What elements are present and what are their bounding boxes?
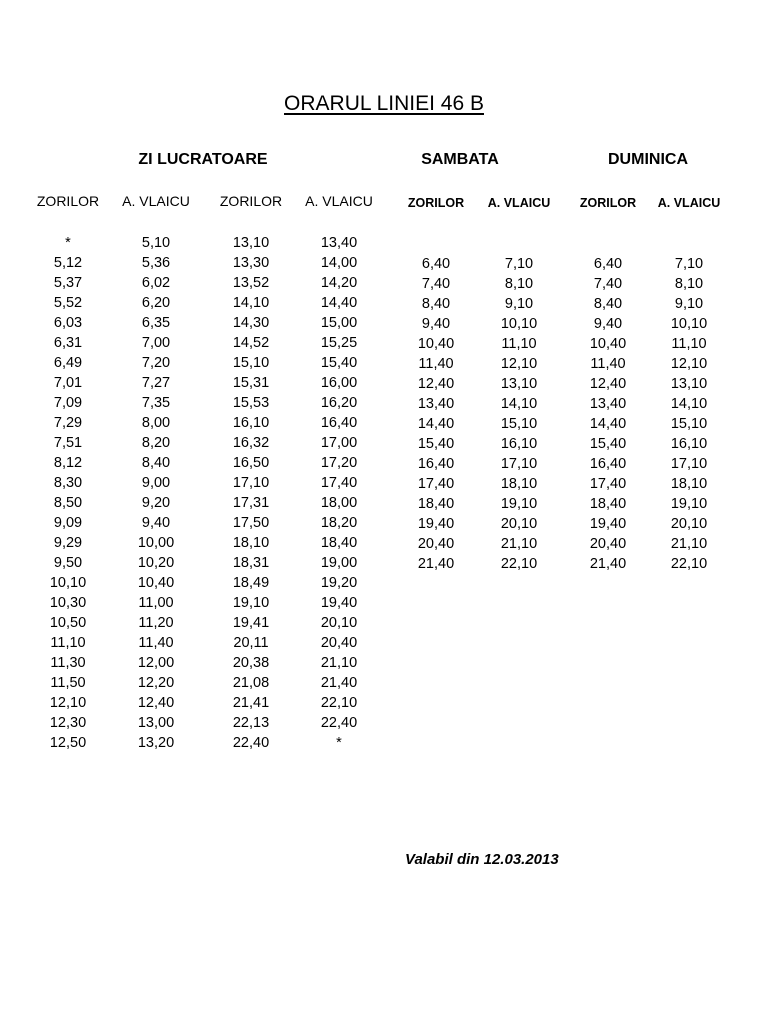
time-cell: 10,10 [49, 575, 87, 591]
time-cell: 22,13 [232, 715, 270, 731]
time-cell: 18,10 [500, 476, 538, 492]
time-cell: 21,10 [320, 655, 358, 671]
valid-from-note: Valabil din 12.03.2013 [405, 851, 559, 868]
time-cell: 17,00 [320, 435, 358, 451]
time-cell: 12,10 [500, 356, 538, 372]
time-cell: 22,40 [232, 735, 270, 751]
time-cell: 6,03 [53, 315, 83, 331]
time-cell: 12,50 [49, 735, 87, 751]
sunday-col-zorilor [572, 254, 644, 574]
section-sunday: DUMINICA [608, 151, 688, 168]
time-cell: 15,40 [589, 436, 627, 452]
time-cell: 18,10 [232, 535, 270, 551]
weekday-col-vlaicu-1 [115, 233, 197, 753]
weekday-col-zorilor-2 [211, 233, 291, 753]
time-cell: 7,10 [504, 256, 534, 272]
time-cell: 19,10 [670, 496, 708, 512]
time-cell: 18,40 [320, 535, 358, 551]
time-cell: 21,10 [500, 536, 538, 552]
time-cell: 20,38 [232, 655, 270, 671]
time-cell: 19,10 [500, 496, 538, 512]
time-cell: 20,10 [500, 516, 538, 532]
time-cell: 7,35 [141, 395, 171, 411]
time-cell: * [65, 235, 71, 251]
time-cell: 9,50 [53, 555, 83, 571]
time-cell: 7,01 [53, 375, 83, 391]
time-cell: 14,10 [232, 295, 270, 311]
time-cell: 10,50 [49, 615, 87, 631]
time-cell: 11,10 [501, 336, 537, 352]
time-cell: 21,40 [320, 675, 358, 691]
time-cell: 17,31 [232, 495, 270, 511]
time-cell: 15,40 [417, 436, 455, 452]
time-cell: 18,10 [670, 476, 708, 492]
time-cell: 14,30 [232, 315, 270, 331]
header-weekday-zorilor-2: ZORILOR [219, 193, 283, 209]
time-cell: 15,40 [320, 355, 358, 371]
time-cell: 18,40 [417, 496, 455, 512]
time-cell: 11,10 [671, 336, 707, 352]
time-cell: 21,40 [417, 556, 455, 572]
time-cell: 17,40 [589, 476, 627, 492]
time-cell: 6,20 [141, 295, 171, 311]
time-cell: 16,00 [320, 375, 358, 391]
time-cell: 18,40 [589, 496, 627, 512]
time-cell: 12,10 [670, 356, 708, 372]
time-cell: 6,49 [53, 355, 83, 371]
header-saturday-zorilor: ZORILOR [407, 196, 465, 210]
time-cell: 11,40 [590, 356, 626, 372]
time-cell: 10,40 [589, 336, 627, 352]
time-cell: 7,00 [141, 335, 171, 351]
time-cell: 5,12 [53, 255, 83, 271]
time-cell: 13,10 [232, 235, 270, 251]
time-cell: 8,50 [53, 495, 83, 511]
time-cell: 18,00 [320, 495, 358, 511]
time-cell: 22,40 [320, 715, 358, 731]
time-cell: 14,10 [670, 396, 708, 412]
time-cell: 9,09 [53, 515, 83, 531]
time-cell: 16,40 [589, 456, 627, 472]
time-cell: 9,29 [53, 535, 83, 551]
time-cell: 8,20 [141, 435, 171, 451]
time-cell: 19,10 [232, 595, 270, 611]
time-cell: 5,37 [53, 275, 83, 291]
time-cell: 10,10 [670, 316, 708, 332]
header-weekday-vlaicu-1: A. VLAICU [122, 193, 190, 209]
time-cell: 7,51 [53, 435, 83, 451]
saturday-col-vlaicu [479, 254, 559, 574]
time-cell: 13,00 [137, 715, 175, 731]
header-saturday-vlaicu: A. VLAICU [487, 196, 551, 210]
time-cell: 16,20 [320, 395, 358, 411]
time-cell: 15,00 [320, 315, 358, 331]
time-cell: 16,40 [417, 456, 455, 472]
time-cell: 5,52 [53, 295, 83, 311]
saturday-col-zorilor [400, 254, 472, 574]
time-cell: 17,10 [232, 475, 270, 491]
time-cell: 7,40 [421, 276, 451, 292]
time-cell: 14,40 [320, 295, 358, 311]
time-cell: 8,30 [53, 475, 83, 491]
time-cell: 17,50 [232, 515, 270, 531]
time-cell: 8,12 [53, 455, 83, 471]
time-cell: 19,40 [320, 595, 358, 611]
time-cell: 12,40 [417, 376, 455, 392]
time-cell: 7,40 [593, 276, 623, 292]
time-cell: 11,10 [50, 635, 86, 651]
time-cell: 21,08 [232, 675, 270, 691]
time-cell: 14,20 [320, 275, 358, 291]
time-cell: 8,00 [141, 415, 171, 431]
section-weekday: ZI LUCRATOARE [138, 151, 268, 168]
section-saturday: SAMBATA [421, 151, 499, 168]
header-sunday-zorilor: ZORILOR [579, 196, 637, 210]
time-cell: 11,50 [50, 675, 86, 691]
time-cell: 7,09 [53, 395, 83, 411]
time-cell: 17,10 [670, 456, 708, 472]
time-cell: 20,40 [417, 536, 455, 552]
time-cell: 12,30 [49, 715, 87, 731]
time-cell: 15,10 [232, 355, 270, 371]
time-cell: 9,00 [141, 475, 171, 491]
time-cell: 9,20 [141, 495, 171, 511]
time-cell: 14,40 [589, 416, 627, 432]
time-cell: 19,41 [232, 615, 270, 631]
time-cell: 11,00 [138, 595, 174, 611]
time-cell: 5,36 [141, 255, 171, 271]
time-cell: 16,40 [320, 415, 358, 431]
time-cell: 16,10 [232, 415, 270, 431]
time-cell: 9,40 [141, 515, 171, 531]
time-cell: 22,10 [670, 556, 708, 572]
page-title: ORARUL LINIEI 46 B [284, 92, 484, 115]
header-weekday-vlaicu-2: A. VLAICU [305, 193, 373, 209]
time-cell: 13,40 [589, 396, 627, 412]
time-cell: 17,40 [320, 475, 358, 491]
time-cell: 19,20 [320, 575, 358, 591]
time-cell: 12,20 [137, 675, 175, 691]
time-cell: 8,40 [421, 296, 451, 312]
time-cell: 19,00 [320, 555, 358, 571]
time-cell: 12,00 [137, 655, 175, 671]
time-cell: 9,10 [504, 296, 534, 312]
time-cell: 18,31 [232, 555, 270, 571]
time-cell: 11,40 [418, 356, 454, 372]
time-cell: 18,20 [320, 515, 358, 531]
time-cell: 9,40 [421, 316, 451, 332]
time-cell: 13,10 [670, 376, 708, 392]
time-cell: 17,40 [417, 476, 455, 492]
time-cell: * [336, 735, 342, 751]
time-cell: 16,50 [232, 455, 270, 471]
time-cell: 20,10 [320, 615, 358, 631]
time-cell: 7,29 [53, 415, 83, 431]
time-cell: 5,10 [141, 235, 171, 251]
time-cell: 14,52 [232, 335, 270, 351]
time-cell: 22,10 [320, 695, 358, 711]
time-cell: 8,40 [141, 455, 171, 471]
time-cell: 13,40 [320, 235, 358, 251]
time-cell: 18,49 [232, 575, 270, 591]
time-cell: 16,32 [232, 435, 270, 451]
time-cell: 20,40 [589, 536, 627, 552]
time-cell: 15,25 [320, 335, 358, 351]
time-cell: 20,40 [320, 635, 358, 651]
time-cell: 12,40 [137, 695, 175, 711]
weekday-col-vlaicu-2 [298, 233, 380, 753]
time-cell: 15,53 [232, 395, 270, 411]
time-cell: 6,31 [53, 335, 83, 351]
time-cell: 19,40 [417, 516, 455, 532]
time-cell: 14,00 [320, 255, 358, 271]
time-cell: 15,31 [232, 375, 270, 391]
time-cell: 10,20 [137, 555, 175, 571]
time-cell: 21,40 [589, 556, 627, 572]
time-cell: 6,40 [593, 256, 623, 272]
time-cell: 15,10 [500, 416, 538, 432]
weekday-col-zorilor-1 [28, 233, 108, 753]
time-cell: 22,10 [500, 556, 538, 572]
time-cell: 7,20 [141, 355, 171, 371]
time-cell: 11,20 [138, 615, 174, 631]
header-weekday-zorilor-1: ZORILOR [36, 193, 100, 209]
time-cell: 11,30 [50, 655, 86, 671]
time-cell: 12,10 [49, 695, 87, 711]
time-cell: 10,40 [137, 575, 175, 591]
time-cell: 10,30 [49, 595, 87, 611]
time-cell: 9,40 [593, 316, 623, 332]
time-cell: 14,40 [417, 416, 455, 432]
time-cell: 13,20 [137, 735, 175, 751]
time-cell: 6,35 [141, 315, 171, 331]
time-cell: 6,40 [421, 256, 451, 272]
time-cell: 12,40 [589, 376, 627, 392]
time-cell: 17,10 [500, 456, 538, 472]
time-cell: 15,10 [670, 416, 708, 432]
time-cell: 19,40 [589, 516, 627, 532]
time-cell: 13,52 [232, 275, 270, 291]
time-cell: 9,10 [674, 296, 704, 312]
time-cell: 11,40 [138, 635, 174, 651]
time-cell: 7,27 [141, 375, 171, 391]
time-cell: 21,10 [670, 536, 708, 552]
time-cell: 17,20 [320, 455, 358, 471]
time-cell: 13,10 [500, 376, 538, 392]
time-cell: 20,10 [670, 516, 708, 532]
time-cell: 8,10 [504, 276, 534, 292]
time-cell: 10,40 [417, 336, 455, 352]
time-cell: 14,10 [500, 396, 538, 412]
header-sunday-vlaicu: A. VLAICU [657, 196, 721, 210]
time-cell: 16,10 [500, 436, 538, 452]
time-cell: 16,10 [670, 436, 708, 452]
time-cell: 6,02 [141, 275, 171, 291]
time-cell: 10,10 [500, 316, 538, 332]
time-cell: 13,40 [417, 396, 455, 412]
time-cell: 13,30 [232, 255, 270, 271]
time-cell: 7,10 [674, 256, 704, 272]
time-cell: 21,41 [232, 695, 270, 711]
time-cell: 8,10 [674, 276, 704, 292]
sunday-col-vlaicu [649, 254, 729, 574]
time-cell: 20,11 [233, 635, 269, 651]
time-cell: 10,00 [137, 535, 175, 551]
time-cell: 8,40 [593, 296, 623, 312]
